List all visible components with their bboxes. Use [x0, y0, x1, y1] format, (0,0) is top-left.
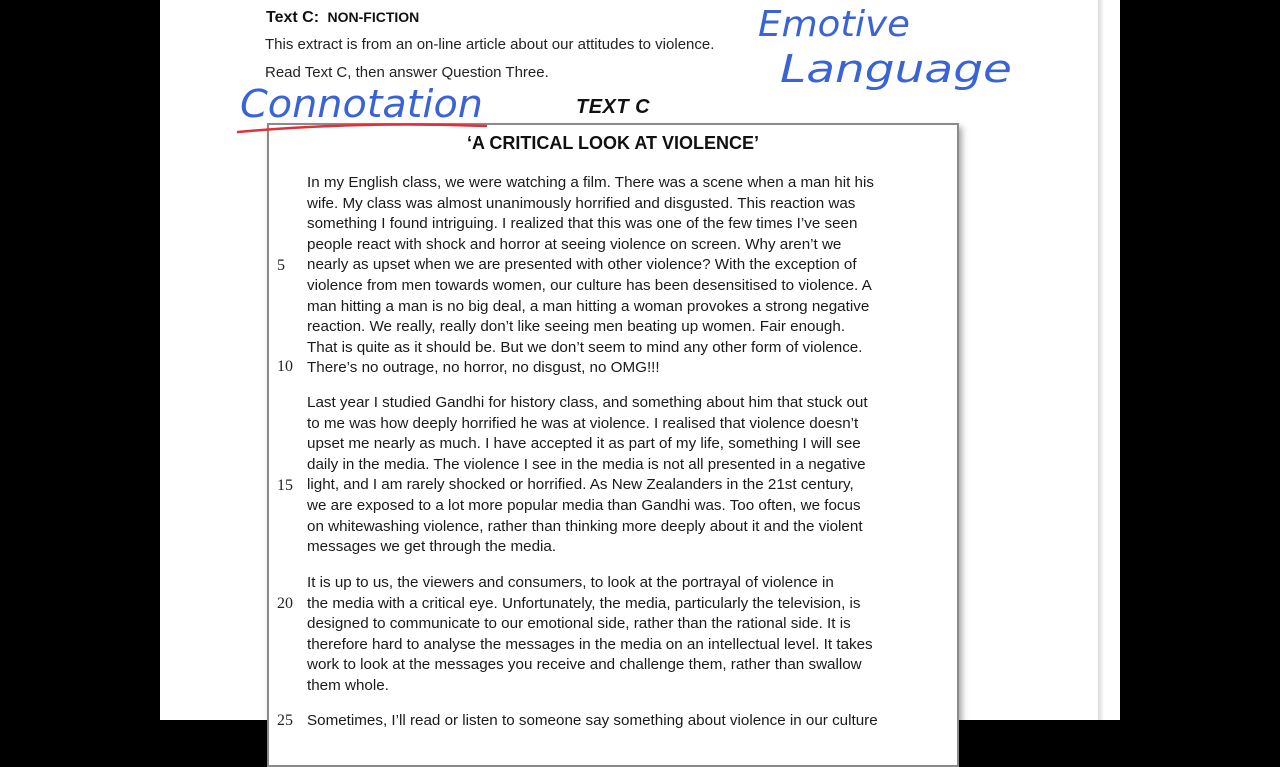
- text-line: violence from men towards women, our culture has been desensitised to violence. A: [307, 276, 872, 294]
- text-line: Sometimes, I’ll read or listen to someone say something about violence in our culture: [307, 712, 878, 729]
- text-line: work to look at the messages you receive and challenge them, rather than swallow: [307, 656, 862, 674]
- line-number: 5: [277, 257, 285, 274]
- page-shadow: [1098, 0, 1104, 720]
- annotation-connotation: Connotation: [240, 82, 483, 126]
- text-line: That is quite as it should be. But we don’t seem to mind any other form of violence.: [307, 338, 863, 356]
- heading-label: Text C:: [266, 9, 320, 26]
- text-line: nearly as upset when we are presented with other violence? With the exception of: [307, 256, 857, 274]
- text-line: therefore hard to analyse the messages in the media on an intellectual level. It takes: [307, 635, 873, 653]
- text-line: In my English class, we were watching a film. There was a scene when a man hit his: [307, 174, 874, 191]
- text-line: we are exposed to a lot more popular media than Gandhi was. Too often, we focus: [307, 496, 861, 514]
- heading-kind: NON-FICTION: [327, 9, 420, 25]
- paragraph-1: [307, 173, 874, 379]
- text-line: designed to communicate to our emotional side, rather than the rational side. It is: [307, 615, 851, 633]
- line-number: 20: [277, 595, 293, 612]
- text-line: upset me nearly as much. I have accepted it as part of my life, something I will see: [307, 435, 861, 453]
- line-number: 15: [277, 477, 293, 494]
- text-line: them whole.: [307, 676, 389, 694]
- paragraph-4: [307, 711, 878, 732]
- intro-text: This extract is from an on-line article about our attitudes to violence.: [265, 36, 715, 53]
- text-line: to me was how deeply horrified he was at violence. I realised that violence doesn’t: [307, 414, 859, 432]
- text-line: light, and I am rarely shocked or horrified. As New Zealanders in the 21st century,: [307, 476, 854, 494]
- paragraph-2: [307, 393, 868, 558]
- annotation-language: Language: [780, 47, 1012, 91]
- article-title: ‘A CRITICAL LOOK AT VIOLENCE’: [467, 133, 759, 153]
- article-box: [267, 123, 959, 767]
- paragraph-3: [307, 573, 873, 697]
- text-line: people react with shock and horror at seeing violence on screen. Why aren’t we: [307, 235, 842, 253]
- text-line: on whitewashing violence, rather than thinking more deeply about it and the violent: [307, 517, 863, 535]
- text-title: TEXT C: [576, 96, 651, 118]
- text-line: daily in the media. The violence I see in the media is not all presented in a negative: [307, 455, 866, 473]
- text-line: There’s no outrage, no horror, no disgust, no OMG!!!: [307, 359, 660, 377]
- line-number: 10: [277, 358, 293, 375]
- text-line: It is up to us, the viewers and consumers, to look at the portrayal of violence in: [307, 574, 834, 591]
- text-line: reaction. We really, really don’t like seeing men beating up women. Fair enough.: [307, 318, 846, 336]
- text-line: messages we get through the media.: [307, 538, 557, 556]
- text-line: the media with a critical eye. Unfortunately, the media, particularly the television, is: [307, 594, 861, 612]
- text-line: something I found intriguing. I realized that this was one of the few times I’ve seen: [307, 215, 858, 233]
- instruction-text: Read Text C, then answer Question Three.: [265, 64, 549, 81]
- document-page: [160, 0, 1120, 729]
- text-line: man hitting a man is no big deal, a man hitting a woman provokes a strong negative: [307, 297, 870, 315]
- annotation-emotive: Emotive: [758, 4, 910, 45]
- text-line: wife. My class was almost unanimously horrified and disgusted. This reaction was: [307, 194, 856, 212]
- text-heading: [266, 9, 419, 27]
- text-line: Last year I studied Gandhi for history class, and something about him that stuck out: [307, 394, 868, 411]
- line-number: 25: [277, 712, 293, 729]
